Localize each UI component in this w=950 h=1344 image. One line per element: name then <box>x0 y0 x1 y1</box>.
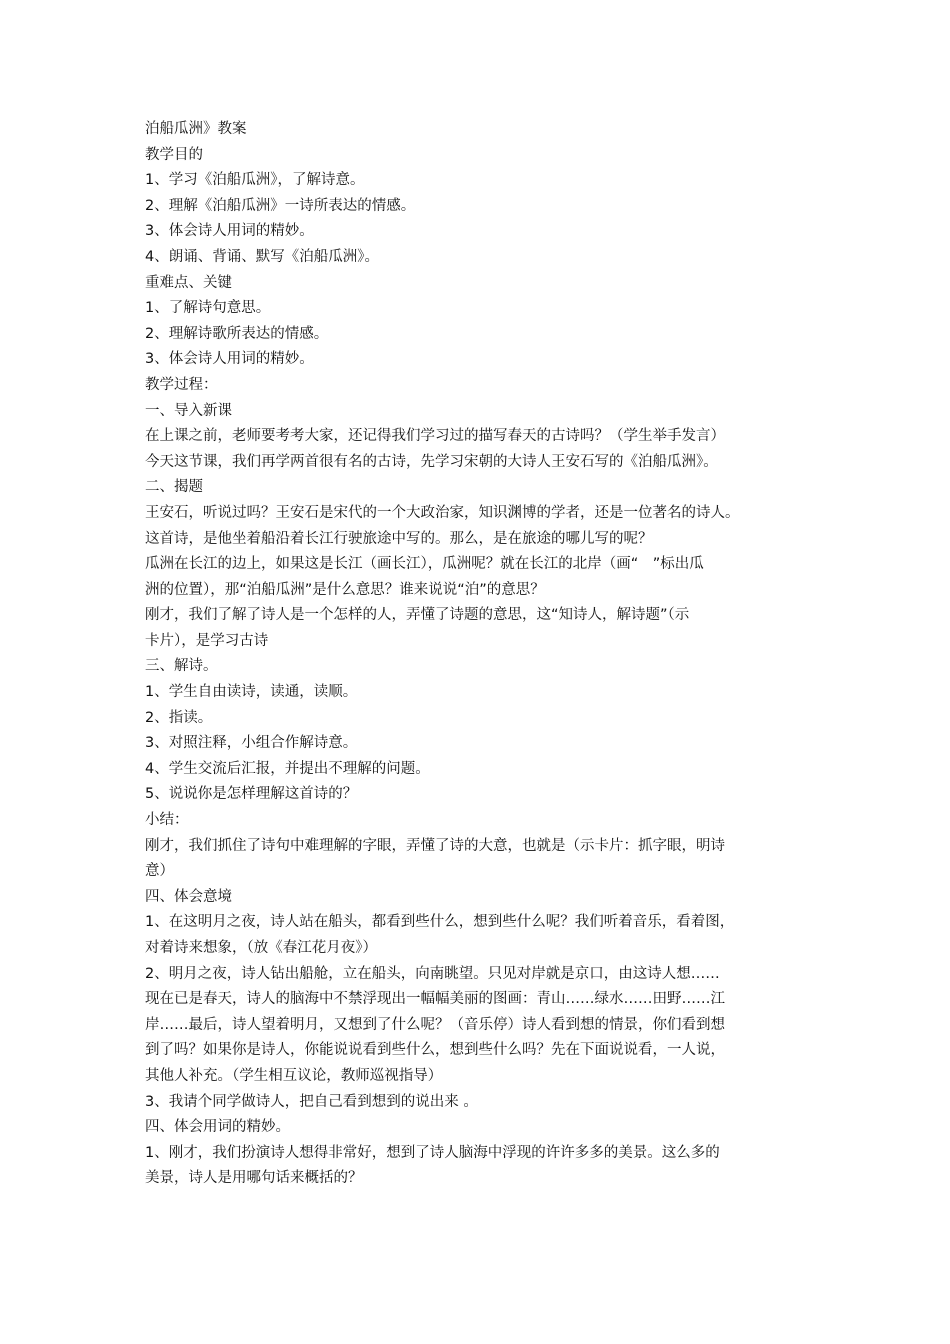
list-item: 3、体会诗人用词的精妙。 <box>145 223 314 240</box>
paragraph-line: 2、明月之夜，诗人钻出船舱，立在船头，向南眺望。只见对岸就是京口，由这诗人想…… <box>145 965 720 982</box>
list-item: 2、指读。 <box>145 709 213 726</box>
section-heading: 一、导入新课 <box>145 402 232 419</box>
paragraph-line: 1、在这明月之夜，诗人站在船头，都看到些什么，想到些什么呢？我们听着音乐，看着图， <box>145 914 735 931</box>
list-item: 4、朗诵、背诵、默写《泊船瓜洲》。 <box>145 248 379 265</box>
section-heading: 教学过程： <box>145 376 218 393</box>
section-heading: 小结： <box>145 812 189 829</box>
paragraph-line: 意） <box>145 863 174 880</box>
section-heading: 二、揭题 <box>145 479 203 496</box>
section-heading: 三、解诗。 <box>145 658 218 675</box>
list-item: 2、理解诗歌所表达的情感。 <box>145 325 329 342</box>
paragraph-line: 洲的位置），那“泊船瓜洲”是什么意思？谁来说说“泊”的意思？ <box>145 581 545 598</box>
paragraph-line: 这首诗，是他坐着船沿着长江行驶旅途中写的。那么，是在旅途的哪儿写的呢？ <box>145 530 653 547</box>
section-heading: 四、体会意境 <box>145 888 232 905</box>
paragraph-line: 瓜洲在长江的边上，如果这是长江（画长江），瓜洲呢？就在长江的北岸（画“ ”标出瓜 <box>145 556 704 573</box>
paragraph-line: 岸……最后，诗人望着明月，又想到了什么呢？（音乐停）诗人看到想的情景，你们看到想 <box>145 1016 725 1033</box>
paragraph-line: 王安石，听说过吗？王安石是宋代的一个大政治家，知识渊博的学者，还是一位著名的诗人。 <box>145 504 740 521</box>
list-item: 1、了解诗句意思。 <box>145 300 271 317</box>
list-item: 2、理解《泊船瓜洲》一诗所表达的情感。 <box>145 197 416 214</box>
paragraph-line: 3、我请个同学做诗人，把自己看到想到的说出来 。 <box>145 1093 478 1110</box>
list-item: 5、说说你是怎样理解这首诗的？ <box>145 786 358 803</box>
paragraph-line: 1、刚才，我们扮演诗人想得非常好，想到了诗人脑海中浮现的许许多多的美景。这么多的 <box>145 1144 720 1161</box>
section-heading: 教学目的 <box>145 146 203 163</box>
list-item: 3、体会诗人用词的精妙。 <box>145 351 314 368</box>
paragraph-line: 刚才，我们抓住了诗句中难理解的字眼，弄懂了诗的大意，也就是（示卡片：抓字眼，明诗 <box>145 837 725 854</box>
list-item: 1、学生自由读诗，读通，读顺。 <box>145 684 358 701</box>
paragraph-line: 刚才，我们了解了诗人是一个怎样的人，弄懂了诗题的意思，这“知诗人，解诗题”（示 <box>145 607 690 624</box>
paragraph-line: 对着诗来想象，（放《春江花月夜》） <box>145 940 377 956</box>
paragraph-line: 卡片），是学习古诗 <box>145 632 269 649</box>
list-item: 4、学生交流后汇报，并提出不理解的问题。 <box>145 760 430 777</box>
paragraph-line: 今天这节课，我们再学两首很有名的古诗，先学习宋朝的大诗人王安石写的《泊船瓜洲》。 <box>145 453 718 470</box>
list-item: 1、学习《泊船瓜洲》，了解诗意。 <box>145 172 365 189</box>
paragraph-line: 美景，诗人是用哪句话来概括的？ <box>145 1170 363 1187</box>
document-title: 泊船瓜洲》教案 <box>145 121 247 137</box>
paragraph-line: 到了吗？如果你是诗人，你能说说看到些什么，想到些什么吗？先在下面说说看，一人说， <box>145 1042 725 1059</box>
paragraph-line: 其他人补充。（学生相互议论，教师巡视指导） <box>145 1067 443 1084</box>
section-heading: 重难点、关键 <box>145 274 232 291</box>
paragraph-line: 现在已是春天，诗人的脑海中不禁浮现出一幅幅美丽的图画：青山……绿水……田野……江 <box>145 991 725 1008</box>
document-body <box>145 117 815 1192</box>
paragraph-line: 在上课之前，老师要考考大家，还记得我们学习过的描写春天的古诗吗？（学生举手发言） <box>145 428 725 445</box>
section-heading: 四、体会用词的精妙。 <box>145 1119 290 1136</box>
list-item: 3、对照注释，小组合作解诗意。 <box>145 735 358 752</box>
